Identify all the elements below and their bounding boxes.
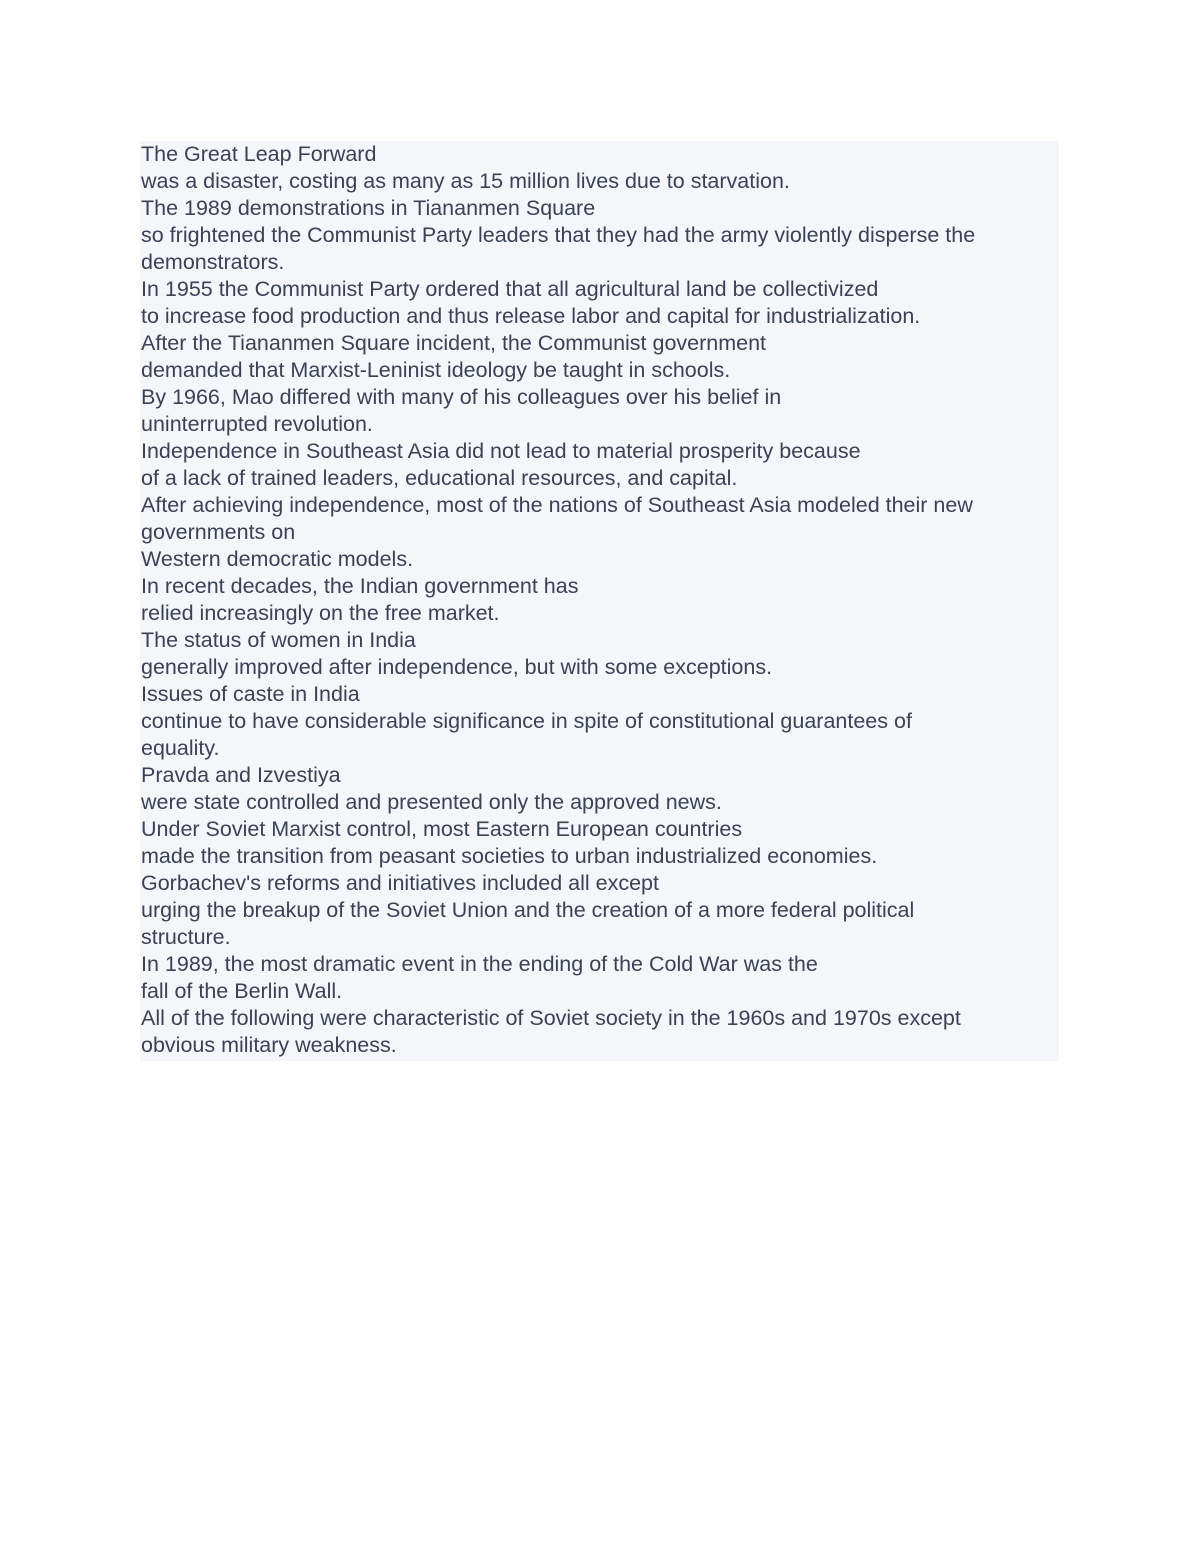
text-block bbox=[140, 141, 1059, 1061]
text-line: demanded that Marxist-Leninist ideology be taught in schools. bbox=[141, 358, 731, 382]
text-line: were state controlled and presented only the approved news. bbox=[141, 790, 722, 814]
text-line: so frightened the Communist Party leaders that they had the army violently disperse the bbox=[141, 223, 976, 247]
text-line: In 1955 the Communist Party ordered that all agricultural land be collectivized bbox=[141, 277, 879, 301]
text-line: The status of women in India bbox=[141, 628, 416, 652]
text-line: Issues of caste in India bbox=[141, 682, 360, 706]
text-line: The Great Leap Forward bbox=[141, 142, 377, 166]
text-line: structure. bbox=[141, 925, 231, 949]
text-line: obvious military weakness. bbox=[141, 1033, 397, 1057]
text-line: generally improved after independence, but with some exceptions. bbox=[141, 655, 773, 679]
text-line: governments on bbox=[141, 520, 296, 544]
text-line: Pravda and Izvestiya bbox=[141, 763, 341, 787]
text-line: uninterrupted revolution. bbox=[141, 412, 373, 436]
text-line: equality. bbox=[141, 736, 220, 760]
text-line: The 1989 demonstrations in Tiananmen Square bbox=[141, 196, 596, 220]
text-line: Gorbachev's reforms and initiatives included all except bbox=[141, 871, 659, 895]
text-line: Western democratic models. bbox=[141, 547, 414, 571]
text-line: urging the breakup of the Soviet Union and the creation of a more federal political bbox=[141, 898, 915, 922]
text-line: was a disaster, costing as many as 15 million lives due to starvation. bbox=[141, 169, 790, 193]
text-line: In recent decades, the Indian government has bbox=[141, 574, 579, 598]
text-line: to increase food production and thus release labor and capital for industrialization. bbox=[141, 304, 921, 328]
text-line: All of the following were characteristic of Soviet society in the 1960s and 1970s except bbox=[141, 1006, 961, 1030]
text-line: fall of the Berlin Wall. bbox=[141, 979, 343, 1003]
text-line: demonstrators. bbox=[141, 250, 285, 274]
text-line: Under Soviet Marxist control, most Eastern European countries bbox=[141, 817, 743, 841]
text-line: of a lack of trained leaders, educational resources, and capital. bbox=[141, 466, 738, 490]
text-line: By 1966, Mao differed with many of his colleagues over his belief in bbox=[141, 385, 782, 409]
text-line: After achieving independence, most of the nations of Southeast Asia modeled their new bbox=[141, 493, 973, 517]
text-line: In 1989, the most dramatic event in the ending of the Cold War was the bbox=[141, 952, 818, 976]
text-line: continue to have considerable significance in spite of constitutional guarantees of bbox=[141, 709, 912, 733]
text-line: After the Tiananmen Square incident, the Communist government bbox=[141, 331, 767, 355]
text-line: Independence in Southeast Asia did not lead to material prosperity because bbox=[141, 439, 861, 463]
text-line: made the transition from peasant societies to urban industrialized economies. bbox=[141, 844, 878, 868]
text-line: relied increasingly on the free market. bbox=[141, 601, 500, 625]
